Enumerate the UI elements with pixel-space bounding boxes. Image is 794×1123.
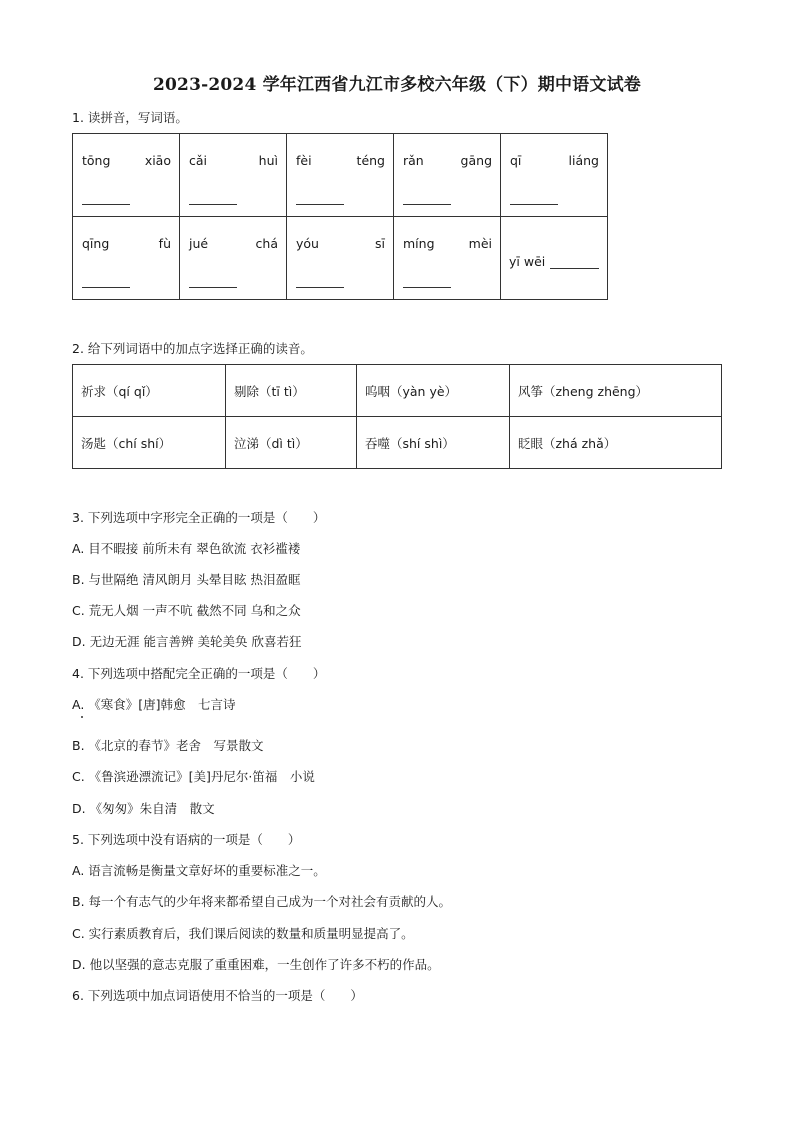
question-3-option-d[interactable]: D. 无边无涯 能言善辨 美轮美奂 欣喜若狂: [72, 634, 302, 649]
pinyin-cell: yóu sī: [287, 217, 394, 300]
question-5-option-b[interactable]: B. 每一个有志气的少年将来都希望自己成为一个对社会有贡献的人。: [72, 894, 452, 909]
answer-blank[interactable]: [296, 273, 344, 288]
question-5-stem: 5. 下列选项中没有语病的一项是（ ）: [72, 832, 301, 847]
emphasis-dot: [81, 716, 83, 718]
pinyin-cell: qī liáng: [501, 134, 608, 217]
reading-table: [72, 364, 722, 469]
question-3-stem: 3. 下列选项中字形完全正确的一项是（ ）: [72, 510, 326, 525]
answer-blank[interactable]: [82, 273, 130, 288]
pinyin-table: [72, 133, 608, 300]
pinyin-cell: yī wēi: [501, 217, 608, 300]
answer-blank[interactable]: [189, 273, 237, 288]
pinyin-cell: jué chá: [180, 217, 287, 300]
reading-cell: 祈求（qí qǐ）: [73, 365, 226, 417]
answer-blank[interactable]: [296, 190, 344, 205]
question-4-option-d[interactable]: D. 《匆匆》朱自清 散文: [72, 801, 215, 816]
pinyin-cell: cǎi huì: [180, 134, 287, 217]
question-3-option-b[interactable]: B. 与世隔绝 清风朗月 头晕目眩 热泪盈眶: [72, 572, 301, 587]
question-3-option-c[interactable]: C. 荒无人烟 一声不吭 截然不同 乌和之众: [72, 603, 301, 618]
question-1-stem: 1. 读拼音，写词语。: [72, 110, 188, 125]
question-5-option-a[interactable]: A. 语言流畅是衡量文章好坏的重要标准之一。: [72, 863, 326, 878]
reading-row-2: [73, 417, 722, 469]
question-4-stem: 4. 下列选项中搭配完全正确的一项是（ ）: [72, 666, 326, 681]
pinyin-cell: qīng fù: [73, 217, 180, 300]
question-3-option-a[interactable]: A. 目不暇接 前所未有 翠色欲流 衣衫褴褛: [72, 541, 301, 556]
reading-cell: 风筝（zheng zhēng）: [510, 365, 722, 417]
pinyin-cell: míng mèi: [394, 217, 501, 300]
reading-cell: 汤匙（chí shí）: [73, 417, 226, 469]
answer-blank[interactable]: [403, 273, 451, 288]
pinyin-cell: tōng xiāo: [73, 134, 180, 217]
reading-cell: 吞噬（shí shì）: [357, 417, 510, 469]
question-6-stem: 6. 下列选项中加点词语使用不恰当的一项是（ ）: [72, 988, 363, 1003]
reading-row-1: [73, 365, 722, 417]
question-4-option-a[interactable]: A. 《寒食》[唐]韩愈 七言诗: [72, 697, 236, 712]
pinyin-cell: fèi téng: [287, 134, 394, 217]
pinyin-cell: rǎn gāng: [394, 134, 501, 217]
reading-cell: 眨眼（zhá zhǎ）: [510, 417, 722, 469]
answer-blank[interactable]: [550, 254, 599, 269]
reading-cell: 呜咽（yàn yè）: [357, 365, 510, 417]
question-4-option-c[interactable]: C. 《鲁滨逊漂流记》[美]丹尼尔·笛福 小说: [72, 769, 315, 784]
reading-cell: 泣涕（dì tì）: [226, 417, 357, 469]
question-2-stem: 2. 给下列词语中的加点字选择正确的读音。: [72, 341, 313, 356]
answer-blank[interactable]: [82, 190, 130, 205]
answer-blank[interactable]: [403, 190, 451, 205]
question-4-option-b[interactable]: B. 《北京的春节》老舍 写景散文: [72, 738, 264, 753]
question-5-option-c[interactable]: C. 实行素质教育后，我们课后阅读的数量和质量明显提高了。: [72, 926, 414, 941]
answer-blank[interactable]: [510, 190, 558, 205]
exam-title: 2023-2024 学年江西省九江市多校六年级（下）期中语文试卷: [152, 75, 641, 95]
pinyin-row-1: [73, 134, 608, 217]
reading-cell: 剔除（tī tì）: [226, 365, 357, 417]
pinyin-row-2: [73, 217, 608, 300]
answer-blank[interactable]: [189, 190, 237, 205]
question-5-option-d[interactable]: D. 他以坚强的意志克服了重重困难，一生创作了许多不朽的作品。: [72, 957, 440, 972]
